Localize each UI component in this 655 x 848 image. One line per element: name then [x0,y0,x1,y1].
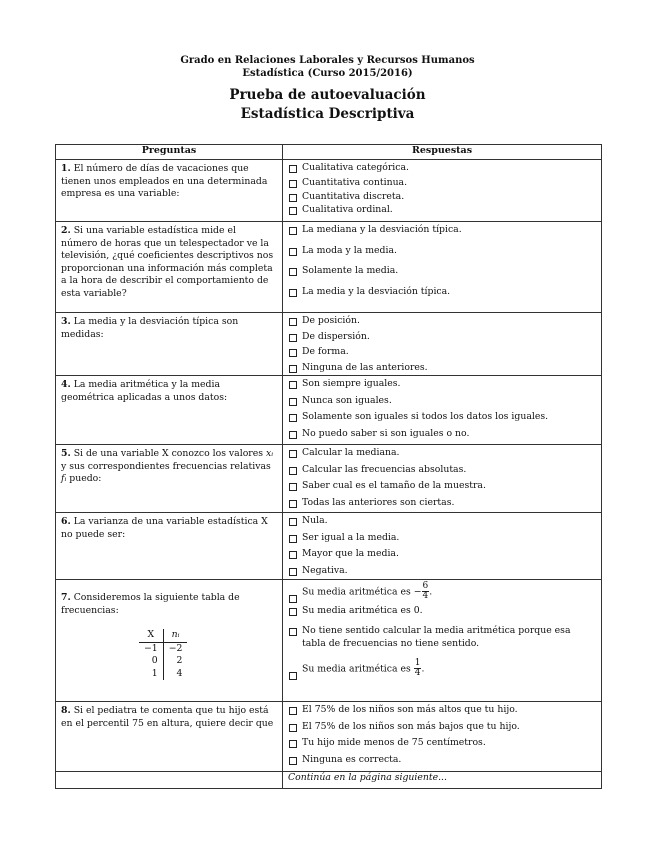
answer-option[interactable] [288,565,597,578]
answer-option[interactable] [288,265,597,278]
minus-sign: − [413,586,422,598]
math-variable-x: xᵢ [265,447,274,459]
checkbox-icon[interactable] [289,740,297,748]
answer-option[interactable] [288,204,597,217]
answer-options [283,221,602,312]
question-number: 5. [61,447,71,459]
option-label: Ninguna es correcta. [302,753,402,765]
option-label: De posición. [302,314,360,326]
checkbox-icon[interactable] [289,268,297,276]
checkbox-icon[interactable] [289,450,297,458]
quiz-table [55,144,602,789]
question-number: 1. [61,162,71,174]
question-text [56,579,283,701]
answer-option[interactable] [288,191,597,204]
checkbox-icon[interactable] [289,707,297,715]
answer-option[interactable] [288,447,597,460]
checkbox-icon[interactable] [289,608,297,616]
question-row-6 [56,512,602,579]
checkbox-icon[interactable] [289,595,297,603]
answer-options [283,701,602,771]
question-text [56,701,283,771]
checkbox-icon[interactable] [289,334,297,342]
option-label: Calcular las frecuencias absolutas. [302,463,467,475]
answer-option[interactable] [288,411,597,424]
checkbox-icon[interactable] [289,180,297,188]
question-body: La media aritmética y la media geométrica aplicadas a unos datos: [61,378,228,403]
table-header-row [56,145,602,160]
table-row [139,642,187,655]
checkbox-icon[interactable] [289,165,297,173]
option-label: Saber cual es el tamaño de la muestra. [302,480,486,492]
option-label: La moda y la media. [302,244,397,256]
answer-option[interactable] [288,331,597,344]
checkbox-icon[interactable] [289,248,297,256]
question-row-3 [56,312,602,375]
option-label: Solamente son iguales si todos los datos los iguales. [302,411,549,423]
checkbox-icon[interactable] [289,724,297,732]
fraction-numerator: 6 [422,580,429,591]
option-label: Cualitativa categórica. [302,161,409,173]
question-text [56,512,283,579]
question-number: 6. [61,515,71,527]
question-text [56,221,283,312]
option-label: El 75% de los niños son más bajos que tu hijo. [302,720,520,732]
answer-options [283,579,602,701]
question-row-1 [56,159,602,221]
question-row-7 [56,579,602,701]
course-subject: Estadística (Curso 2015/2016) [242,68,413,79]
option-label: La media y la desviación típica. [302,285,451,297]
question-number: 3. [61,315,71,327]
answer-option[interactable] [288,704,597,717]
header-x: X [139,629,163,642]
option-label: Cualitativa ordinal. [302,203,393,215]
cell-n: −2 [168,642,183,654]
option-label: Su media aritmética es 0. [302,604,423,616]
option-label: Mayor que la media. [302,548,399,560]
question-number: 4. [61,378,71,390]
checkbox-icon[interactable] [289,483,297,491]
math-variable-f: fᵢ [61,473,67,485]
option-label: Negativa. [302,564,348,576]
answer-option[interactable] [288,464,597,477]
checkbox-icon[interactable] [289,672,297,680]
course-name: Grado en Relaciones Laborales y Recursos Humanos [180,55,475,66]
answer-option[interactable] [288,245,597,258]
checkbox-icon[interactable] [289,568,297,576]
answer-option[interactable] [288,480,597,493]
option-label: Nula. [302,514,328,526]
question-number: 7. [61,591,71,603]
question-body: La media y la desviación típica son medidas: [61,315,239,340]
option-label: La mediana y la desviación típica. [302,223,462,235]
option-label: Ninguna de las anteriores. [302,361,428,373]
answer-option[interactable] [288,605,597,618]
answer-option[interactable] [288,428,597,441]
option-label: Su media aritmética es [302,663,411,675]
period: . [421,663,425,675]
answer-option[interactable] [288,721,597,734]
answer-option[interactable] [288,515,597,528]
answer-option[interactable] [288,497,597,510]
question-row-5 [56,444,602,512]
option-label: No puedo saber si son iguales o no. [302,427,470,439]
checkbox-icon[interactable] [289,500,297,508]
question-number: 8. [61,704,71,716]
answers-column-header: Respuestas [283,145,602,160]
option-label: Son siempre iguales. [302,377,401,389]
question-body: y sus correspondientes frecuencias relativas [61,460,271,472]
questions-column-header: Preguntas [56,145,283,160]
option-label: Cuantitativa continua. [302,176,408,188]
answer-option[interactable] [288,286,597,299]
option-label: Ser igual a la media. [302,531,400,543]
option-label: Su media aritmética es [302,586,411,598]
continuation-row [56,771,602,788]
fraction-denominator: 4 [414,668,421,679]
header-n: nᵢ [163,629,187,642]
checkbox-icon[interactable] [289,207,297,215]
answer-option[interactable] [288,754,597,767]
answer-option[interactable] [288,582,597,602]
question-text [56,312,283,375]
checkbox-icon[interactable] [289,535,297,543]
answer-option[interactable] [288,177,597,190]
option-label: Todas las anteriores son ciertas. [302,496,455,508]
period: . [429,586,433,598]
option-label: De dispersión. [302,330,370,342]
cell-x: 0 [139,655,163,668]
cell-x: 1 [139,668,163,681]
page-title: Prueba de autoevaluación [229,87,426,103]
answer-option[interactable] [288,378,597,391]
question-row-8 [56,701,602,771]
question-text [56,159,283,221]
answer-options [283,312,602,375]
question-text [56,375,283,444]
option-label: Solamente la media. [302,265,399,277]
checkbox-icon[interactable] [289,365,297,373]
checkbox-icon[interactable] [289,227,297,235]
question-body: Si el pediatra te comenta que tu hijo está en el percentil 75 en altura, quiere decir que [61,704,274,729]
continued-note: Continúa en la página siguiente... [283,771,602,788]
answer-option[interactable] [288,315,597,328]
answer-option[interactable] [288,532,597,545]
checkbox-icon[interactable] [289,349,297,357]
question-body: Si una variable estadística mide el número de horas que un telespectador ve la televisión, ¿qué coeficientes descriptivos nos proporcionan una información más completa a la hora de describir el comportamiento de esta variable? [61,224,274,300]
question-number: 2. [61,224,71,236]
table-row [139,668,187,681]
page-subtitle: Estadística Descriptiva [240,106,415,122]
frequency-table-header [139,629,187,642]
answer-option[interactable] [288,625,597,650]
cell-x: −1 [139,642,163,655]
checkbox-icon[interactable] [289,289,297,297]
cell-n: 4 [176,667,183,679]
checkbox-icon[interactable] [289,398,297,406]
option-label: Calcular la mediana. [302,446,400,458]
answer-option[interactable] [288,346,597,359]
option-label: Nunca son iguales. [302,394,392,406]
answer-options [283,444,602,512]
checkbox-icon[interactable] [289,628,297,636]
checkbox-icon[interactable] [289,518,297,526]
question-row-2 [56,221,602,312]
checkbox-icon[interactable] [289,318,297,326]
question-body: puedo: [69,473,102,485]
cell-n: 2 [176,655,183,667]
answer-option[interactable] [288,395,597,408]
frequency-table [139,629,187,680]
checkbox-icon[interactable] [289,414,297,422]
checkbox-icon[interactable] [289,467,297,475]
answer-option[interactable] [288,224,597,237]
fraction-denominator: 4 [422,591,429,602]
checkbox-icon[interactable] [289,551,297,559]
option-label: Cuantitativa discreta. [302,191,405,203]
answer-option[interactable] [288,162,597,175]
question-body: El número de días de vacaciones que tienen unos empleados en una determinada empresa es una variable: [61,162,268,200]
option-label: El 75% de los niños son más altos que tu hijo. [302,703,518,715]
question-body: Si de una variable X conozco los valores [73,447,264,459]
empty-cell [56,771,283,788]
question-body: La varianza de una variable estadística X no puede ser: [61,515,268,540]
answer-options [283,375,602,444]
answer-options [283,159,602,221]
question-text [56,444,283,512]
checkbox-icon[interactable] [289,194,297,202]
question-row-4 [56,375,602,444]
answer-option[interactable] [288,659,597,679]
question-body: Consideremos la siguiente tabla de frecuencias: [61,591,240,616]
option-label: Tu hijo mide menos de 75 centímetros. [302,737,486,749]
checkbox-icon[interactable] [289,757,297,765]
answer-option[interactable] [288,548,597,561]
answer-option[interactable] [288,737,597,750]
answer-option[interactable] [288,362,597,375]
fraction-numerator: 1 [414,657,421,668]
option-label: De forma. [302,346,349,358]
answer-options [283,512,602,579]
option-label: No tiene sentido calcular la media aritmética porque esa tabla de frecuencias no tiene sentido. [302,625,571,650]
table-row [139,655,187,668]
checkbox-icon[interactable] [289,381,297,389]
checkbox-icon[interactable] [289,431,297,439]
